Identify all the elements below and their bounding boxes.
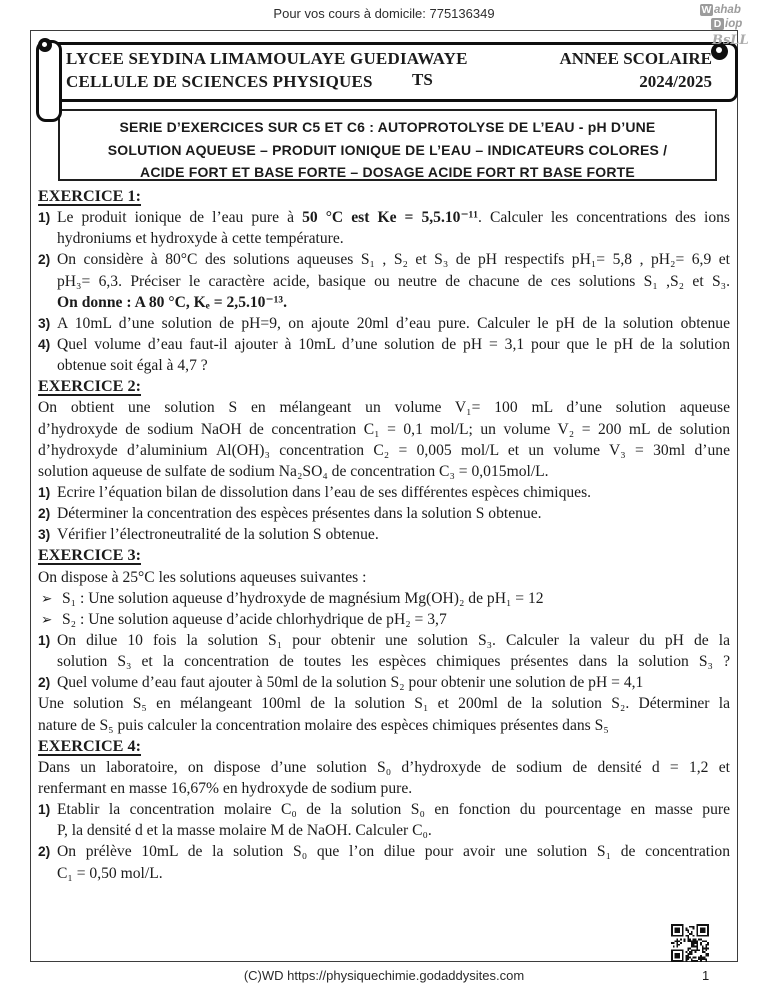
text-line: ➢ S₁ : Une solution aqueuse d’hydroxyde de magnésium Mg(OH)₂ de pH₁ = 12: [38, 588, 730, 609]
text-line: solution S₃ et la concentration de toutes les espèces chimiques présentes dans la solution S₃ ?: [57, 653, 730, 671]
school-cell: CELLULE DE SCIENCES PHYSIQUES: [66, 72, 373, 91]
title-line: SOLUTION AQUEUSE – PRODUIT IONIQUE DE L’EAU – INDICATEURS COLORES /: [107, 141, 668, 158]
item-marker: 2): [38, 506, 51, 522]
item-marker: 1): [38, 484, 51, 500]
watermark-signature: BsLL: [712, 33, 749, 48]
text-line: ➢ S₂ : Une solution aqueuse d’acide chlorhydrique de pH₂ = 3,7: [38, 609, 730, 630]
footer-credit-url: (C)WD https://physiquechimie.godaddysites.com: [243, 968, 525, 983]
item-marker: 2): [38, 675, 51, 691]
top-contact-note: Pour vos cours à domicile: 775136349: [273, 6, 495, 21]
text-line: On donne : A 80 °C, Kₑ = 2,5.10⁻¹³.: [57, 293, 287, 311]
arrow-bullet-icon: ➢: [41, 611, 53, 627]
text-line: nature de S₅ puis calculer la concentration molaire des espèces chimiques présentes dans S₅: [38, 716, 609, 734]
text-line: 2) On prélève 10mL de la solution S₀ que l’on dilue pour avoir une solution S₁ de concentration: [38, 841, 730, 862]
exercise-heading: EXERCICE 4:: [38, 736, 141, 755]
series-title-box: [58, 109, 717, 181]
text-line: On dispose à 25°C les solutions aqueuses suivantes :: [38, 568, 367, 586]
watermark-w-badge: W: [701, 4, 712, 16]
text-line: pH₃= 6,3. Préciser le caractère acide, basique ou neutre de chacune de ces solutions S₁ ,S₂ et S₃.: [57, 272, 730, 290]
exercise-heading: EXERCICE 3:: [38, 546, 141, 565]
item-marker: 4): [38, 336, 51, 352]
text-line: 1) Ecrire l’équation bilan de dissolution dans l’eau de ses différentes espèces chimiques.: [38, 482, 730, 503]
class-level: TS: [412, 70, 433, 89]
text-line: P, la densité d et la masse molaire M de NaOH. Calculer C₀.: [57, 822, 432, 840]
exercise-text-body: [38, 186, 730, 884]
text-line: C₁ = 0,50 mol/L.: [57, 864, 163, 882]
watermark-d-badge: D: [711, 18, 724, 30]
title-line: ACIDE FORT ET BASE FORTE – DOSAGE ACIDE FORT RT BASE FORTE: [140, 164, 635, 180]
item-marker: 2): [38, 844, 51, 860]
watermark-wahab: [700, 4, 741, 16]
watermark-text: iop: [725, 18, 743, 30]
watermark-diop: [711, 18, 742, 30]
item-marker: 1): [38, 632, 51, 648]
item-marker: 1): [38, 210, 51, 226]
year-label: ANNEE SCOLAIRE: [559, 49, 712, 68]
item-marker: 3): [38, 527, 51, 543]
text-line: 1) On dilue 10 fois la solution S₁ pour obtenir une solution S₃. Calculer la valeur du pH de la: [38, 630, 730, 651]
text-line: 2) Déterminer la concentration des espèces présentes dans la solution S obtenue.: [38, 503, 730, 524]
watermark-text: ahab: [714, 4, 741, 16]
text-line: obtenue soit égal à 4,7 ?: [57, 357, 208, 375]
text-line: hydroniums et hydroxyde à cette température.: [57, 230, 344, 248]
school-name-block: [66, 47, 468, 93]
text-line: d’hydroxyde d’aluminium Al(OH)₃ concentration C₂ = 0,005 mol/L et un volume V₃ = 30ml d’une: [38, 441, 730, 459]
school-name: LYCEE SEYDINA LIMAMOULAYE GUEDIAWAYE: [66, 49, 468, 68]
text-line: Une solution S₅ en mélangeant 100ml de la solution S₁ et 200ml de la solution S₂. Déterminer la: [38, 695, 730, 713]
title-line: SERIE D’EXERCICES SUR C5 ET C6 : AUTOPROTOLYSE DE L’EAU - pH D’UNE: [119, 119, 656, 135]
text-line: 2) On considère à 80°C des solutions aqueuses S₁ , S₂ et S₃ de pH respectifs pH₁= 5,8 , pH₂= 6,9 et: [38, 249, 730, 270]
text-line: Dans un laboratoire, on dispose d’une solution S₀ d’hydroxyde de sodium de densité d = 1,2 et: [38, 758, 730, 776]
text-line: solution aqueuse de sulfate de sodium Na₂SO₄ de concentration C₃ = 0,015mol/L.: [38, 462, 549, 480]
qr-code: [671, 924, 709, 962]
year-value: 2024/2025: [639, 72, 712, 91]
text-line: 1) Le produit ionique de l’eau pure à 50 °C est Ke = 5,5.10⁻¹¹. Calculer les concentrations des ions: [38, 207, 730, 228]
exercise-heading: EXERCICE 2:: [38, 377, 141, 396]
text-line: renfermant en masse 16,67% en hydroxyde de sodium pure.: [38, 779, 413, 797]
text-line: d’hydroxyde de sodium NaOH de concentration C₁ = 0,1 mol/L; un volume V₂ = 200 mL de solution: [38, 420, 730, 438]
scroll-roll-ornament: [36, 40, 62, 122]
text-line: 1) Etablir la concentration molaire C₀ de la solution S₀ en fonction du pourcentage en masse pure: [38, 799, 730, 820]
scroll-curl-dot: [42, 42, 47, 47]
text-line: 3) A 10mL d’une solution de pH=9, on ajoute 20ml d’eau pure. Calculer le pH de la solution obtenue: [38, 313, 730, 334]
text-line: 4) Quel volume d’eau faut-il ajouter à 10mL d’une solution de pH = 3,1 pour que le pH de la solution: [38, 334, 730, 355]
text-line: On obtient une solution S en mélangeant un volume V₁= 100 mL d’une solution aqueuse: [38, 399, 730, 417]
item-marker: 1): [38, 802, 51, 818]
page-number: 1: [702, 968, 710, 983]
arrow-bullet-icon: ➢: [41, 590, 53, 606]
exercise-heading: EXERCICE 1:: [38, 187, 141, 205]
item-marker: 3): [38, 315, 51, 331]
school-year-block: [540, 47, 712, 93]
text-line: 2) Quel volume d’eau faut ajouter à 50ml de la solution S₂ pour obtenir une solution de pH = 4,1: [38, 672, 730, 693]
item-marker: 2): [38, 252, 51, 268]
text-line: 3) Vérifier l’électroneutralité de la solution S obtenue.: [38, 524, 730, 545]
